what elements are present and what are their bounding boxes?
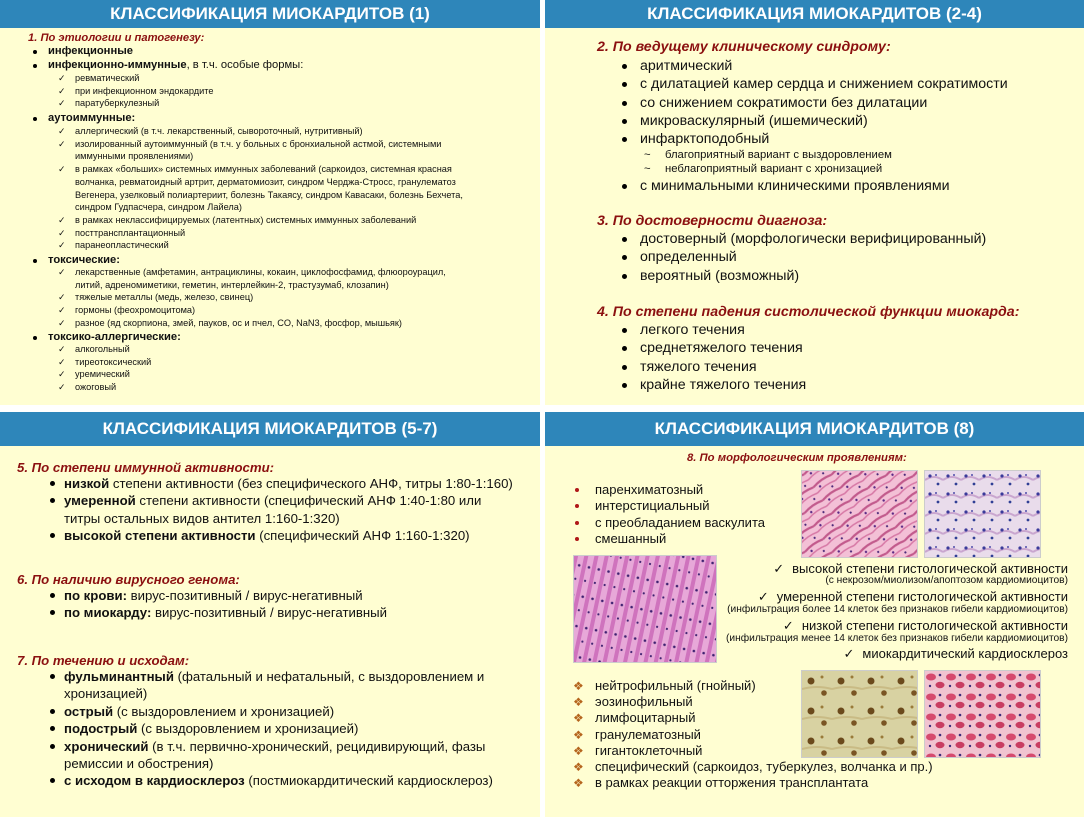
list-item: паренхиматозный: [595, 482, 704, 497]
bullet-icon: [33, 50, 37, 54]
bullet-icon: [622, 346, 627, 351]
bullet-icon: [622, 82, 627, 87]
diamond-bullet-icon: ❖: [573, 711, 584, 726]
histology-image-5: [924, 670, 1041, 758]
check-icon: ✓: [58, 369, 66, 380]
section-heading-4: 4. По степени падения систолической функции миокарда:: [597, 304, 1020, 320]
list-item: [64, 492, 481, 509]
group-toxic-allergic: токсико-аллергические:: [48, 331, 181, 343]
bullet-icon: [50, 726, 55, 731]
panel-title: КЛАССИФИКАЦИЯ МИОКАРДИТОВ (5-7): [0, 412, 540, 446]
histology-image-2: [924, 470, 1041, 558]
list-item-text: степени активности (без специфического АНФ, титры 1:80-1:160): [109, 476, 513, 491]
bullet-icon: [622, 383, 627, 388]
list-item-text: ревматический: [75, 73, 140, 83]
list-item: среднетяжелого течения: [640, 340, 803, 357]
list-item-bold: подострый: [64, 721, 138, 737]
group-infectious: инфекционные: [48, 45, 133, 57]
list-item: интерстициальный: [595, 498, 710, 514]
list-item-bold: по крови:: [64, 588, 128, 603]
list-item: [64, 772, 493, 789]
bullet-icon: [33, 64, 37, 68]
section-heading-1: 1. По этиологии и патогенезу:: [28, 32, 205, 44]
list-item-text: тиреотоксический: [75, 356, 152, 367]
list-item-bold: острый: [64, 703, 114, 719]
check-icon: ✓: [58, 292, 66, 303]
list-item-text: при инфекционном эндокардите: [75, 85, 214, 96]
check-icon: ✓: [58, 138, 66, 149]
list-item-continuation: хронизацией): [64, 686, 148, 702]
activity-label: умеренной степени гистологической активности: [776, 589, 1068, 604]
list-item-text: в рамках «больших» системных иммунных заболеваний (саркоидоз, системная красная: [75, 164, 452, 175]
bullet-icon: [50, 498, 55, 503]
list-item-text: синдром Гудпасчера, синдром Лайела): [75, 202, 242, 213]
activity-note: (инфильтрация более 14 клеток без признаков гибели кардиомиоцитов): [727, 604, 1068, 615]
list-item: со снижением сократимости без дилатации: [640, 94, 928, 111]
list-item: [64, 668, 484, 685]
list-item-continuation: ремиссии и обострения): [64, 756, 214, 771]
bullet-icon: [33, 117, 37, 121]
bullet-icon: [50, 744, 55, 749]
panel-title: КЛАССИФИКАЦИЯ МИОКАРДИТОВ (1): [0, 0, 540, 28]
bullet-icon: [50, 533, 55, 538]
list-item: инфарктоподобный: [640, 131, 770, 148]
panel-title: КЛАССИФИКАЦИЯ МИОКАРДИТОВ (8): [545, 412, 1084, 446]
list-item: [64, 703, 334, 720]
list-item: нейтрофильный (гнойный): [595, 678, 756, 693]
section-heading-6: 6. По наличию вирусного генома:: [17, 572, 240, 587]
list-item: гранулематозный: [595, 726, 701, 742]
list-item: легкого течения: [640, 322, 745, 338]
section-heading-3: 3. По достоверности диагноза:: [597, 213, 828, 229]
section-heading-8: 8. По морфологическим проявлениям:: [687, 452, 907, 464]
list-item-text: паранеопластический: [75, 240, 169, 251]
list-item-text: паратуберкулезный: [75, 98, 160, 109]
list-item-bold: низкой: [64, 476, 110, 491]
bullet-icon: [622, 237, 627, 242]
list-item-text: гормоны (феохромоцитома): [75, 305, 196, 316]
bullet-icon: [622, 365, 627, 370]
diamond-bullet-icon: ❖: [573, 760, 584, 774]
tilde-icon: ~: [644, 163, 651, 176]
diamond-bullet-icon: ❖: [573, 679, 584, 693]
list-item-text: литий, адреномиметики, геметин, интерлейкин-2, трастузумаб, клозапин): [75, 279, 389, 290]
bullet-icon: [575, 521, 579, 525]
bullet-icon: [622, 101, 627, 106]
list-item: аритмический: [640, 58, 733, 74]
bullet-icon: [622, 184, 627, 189]
list-item: [64, 604, 387, 621]
activity-item: [844, 646, 1069, 663]
check-icon: ✓: [58, 356, 66, 367]
list-item-text: посттрансплантационный: [75, 227, 186, 238]
bullet-icon: [33, 259, 37, 263]
check-icon: ✓: [58, 98, 66, 109]
bullet-icon: [575, 504, 579, 508]
list-item: тяжелого течения: [640, 358, 757, 375]
activity-label: миокардитический кардиосклероз: [862, 646, 1068, 661]
list-item: [64, 720, 358, 737]
bullet-icon: [50, 481, 55, 486]
list-item-text: разное (яд скорпиона, змей, пауков, ос и пчел, CO, NaN3, фосфор, мышьяк): [75, 317, 402, 328]
list-item: вероятный (возможный): [640, 267, 800, 284]
list-item: лимфоцитарный: [595, 710, 696, 726]
check-icon: ✓: [58, 85, 66, 96]
diamond-bullet-icon: ❖: [573, 695, 584, 710]
group-toxic: токсические:: [48, 254, 120, 266]
bullet-icon: [622, 137, 627, 142]
list-item-text: (с выздоровлением и хронизацией): [137, 721, 359, 737]
list-item: [64, 587, 363, 604]
panel-classification-2-4: [545, 0, 1084, 405]
list-item-continuation: титры остальных видов антител 1:160-1:320): [64, 510, 340, 526]
activity-note: (инфильтрация менее 14 клеток без признаков гибели кардиомиоцитов): [726, 633, 1068, 644]
list-item-text: алкогольный: [75, 344, 130, 354]
bullet-icon: [50, 674, 55, 679]
check-icon: ✓: [58, 227, 66, 238]
list-item-text: в рамках неклассифицируемых (латентных) системных иммунных заболеваний: [75, 214, 417, 225]
list-item-bold: умеренной: [64, 493, 136, 509]
activity-note: (с некрозом/миолизом/апоптозом кардиомиоцитов): [825, 575, 1068, 586]
diamond-bullet-icon: ❖: [573, 776, 584, 791]
list-item: микроваскулярный (ишемический): [640, 112, 868, 129]
bullet-icon: [622, 328, 627, 333]
bullet-icon: [622, 274, 627, 279]
check-icon: ✓: [58, 267, 66, 277]
list-item: с дилатацией камер сердца и снижением сократимости: [640, 76, 1008, 93]
list-item-bold: фульминантный: [64, 669, 174, 684]
list-item-text: степени активности (специфический АНФ 1:40-1:80 или: [135, 493, 482, 509]
list-item-text: волчанка, ревматоидный артрит, дерматомиозит, синдром Черджа-Стросс, гранулематоз: [75, 176, 456, 187]
group-infectious-immune: [48, 59, 303, 72]
list-item: [64, 738, 485, 755]
list-item-text: аллергический (в т.ч. лекарственный, сывороточный, нутритивный): [75, 126, 363, 136]
bullet-icon: [575, 537, 579, 541]
list-item: эозинофильный: [595, 694, 693, 710]
check-icon: ✓: [58, 305, 66, 316]
section-heading-5: 5. По степени иммунной активности:: [17, 460, 275, 475]
panel-classification-5-7: [0, 412, 540, 817]
bullet-icon: [50, 610, 55, 615]
list-item-text: (постмиокардитический кардиосклероз): [244, 773, 493, 789]
bullet-icon: [622, 64, 627, 69]
bullet-icon: [50, 593, 55, 598]
list-item: с минимальными клиническими проявлениями: [640, 178, 950, 194]
list-item-text: уремический: [75, 369, 130, 380]
list-item-text: (фатальный и нефатальный, с выздоровлением и: [173, 669, 485, 684]
tilde-icon: ~: [644, 149, 651, 161]
check-icon: ✓: [58, 344, 66, 354]
diamond-bullet-icon: ❖: [573, 743, 584, 758]
section-heading-2: 2. По ведущему клиническому синдрому:: [597, 39, 891, 55]
sub-list-item: благоприятный вариант с выздоровлением: [665, 149, 892, 161]
activity-label: высокой степени гистологической активности: [792, 561, 1068, 576]
check-icon: ✓: [773, 561, 785, 576]
histology-image-3: [573, 555, 717, 663]
check-icon: ✓: [58, 73, 66, 83]
histology-image-1: [801, 470, 918, 558]
bullet-icon: [50, 778, 55, 783]
list-item-text: Вегенера, узелковый полиартериит, болезнь Такаясу, синдром Кавасаки, болезнь Бехчета,: [75, 189, 463, 200]
check-icon: ✓: [782, 618, 794, 633]
panel-classification-1: [0, 0, 540, 405]
list-item-text: лекарственные (амфетамин, антрациклины, кокаин, циклофосфамид, флюороурацил,: [75, 267, 446, 277]
list-item: крайне тяжелого течения: [640, 376, 807, 393]
list-item-bold: высокой степени активности: [64, 528, 256, 544]
list-item-bold: с исходом в кардиосклероз: [64, 773, 245, 789]
list-item-text: (специфический АНФ 1:160-1:320): [255, 528, 470, 544]
bullet-icon: [50, 709, 55, 714]
sub-list-item: неблагоприятный вариант с хронизацией: [665, 163, 883, 176]
list-item: достоверный (морфологически верифицированный): [640, 231, 987, 247]
list-item: [64, 527, 470, 544]
list-item: смешанный: [595, 530, 667, 546]
check-icon: ✓: [843, 646, 855, 661]
check-icon: ✓: [757, 589, 769, 604]
bullet-icon: [575, 488, 579, 492]
list-item-text: вирус-позитивный / вирус-негативный: [127, 588, 363, 603]
list-item-text: изолированный аутоиммунный (в т.ч. у больных с бронхиальной астмой, системными: [75, 138, 442, 149]
list-item: с преобладанием васкулита: [595, 514, 765, 530]
bullet-icon: [33, 336, 37, 340]
list-item: [64, 475, 513, 492]
list-item-bold: хронический: [64, 738, 149, 754]
list-item-text: ожоговый: [75, 382, 117, 393]
histology-image-4: [801, 670, 918, 758]
section-heading-7: 7. По течению и исходам:: [17, 653, 190, 668]
check-icon: ✓: [58, 164, 66, 175]
diamond-bullet-icon: ❖: [573, 727, 584, 742]
list-item-text: (в т.ч. первично-хронический, рецидивирующий, фазы: [148, 738, 486, 754]
group-infectious-immune-tail: , в т.ч. особые формы:: [186, 59, 304, 71]
bullet-icon: [622, 255, 627, 260]
bullet-icon: [622, 119, 627, 124]
check-icon: ✓: [58, 126, 66, 136]
panel-classification-8: [545, 412, 1084, 817]
list-item: в рамках реакции отторжения трансплантата: [595, 775, 869, 791]
group-infectious-immune-label: инфекционно-иммунные: [48, 59, 187, 71]
check-icon: ✓: [58, 382, 66, 393]
check-icon: ✓: [58, 240, 66, 251]
group-autoimmune: аутоиммунные:: [48, 112, 136, 124]
panel-title: КЛАССИФИКАЦИЯ МИОКАРДИТОВ (2-4): [545, 0, 1084, 28]
list-item-text: (с выздоровлением и хронизацией): [113, 703, 335, 719]
list-item: определенный: [640, 249, 737, 266]
activity-label: низкой степени гистологической активности: [801, 618, 1068, 633]
list-item-text: вирус-позитивный / вирус-негативный: [151, 605, 387, 621]
list-item: специфический (саркоидоз, туберкулез, волчанка и пр.): [595, 759, 933, 774]
list-item-bold: по миокарду:: [64, 605, 152, 621]
check-icon: ✓: [58, 317, 66, 328]
list-item: гигантоклеточный: [595, 742, 703, 758]
check-icon: ✓: [58, 214, 66, 225]
list-item-text: иммунными проявлениями): [75, 151, 194, 162]
list-item-text: тяжелые металлы (медь, железо, свинец): [75, 292, 254, 303]
